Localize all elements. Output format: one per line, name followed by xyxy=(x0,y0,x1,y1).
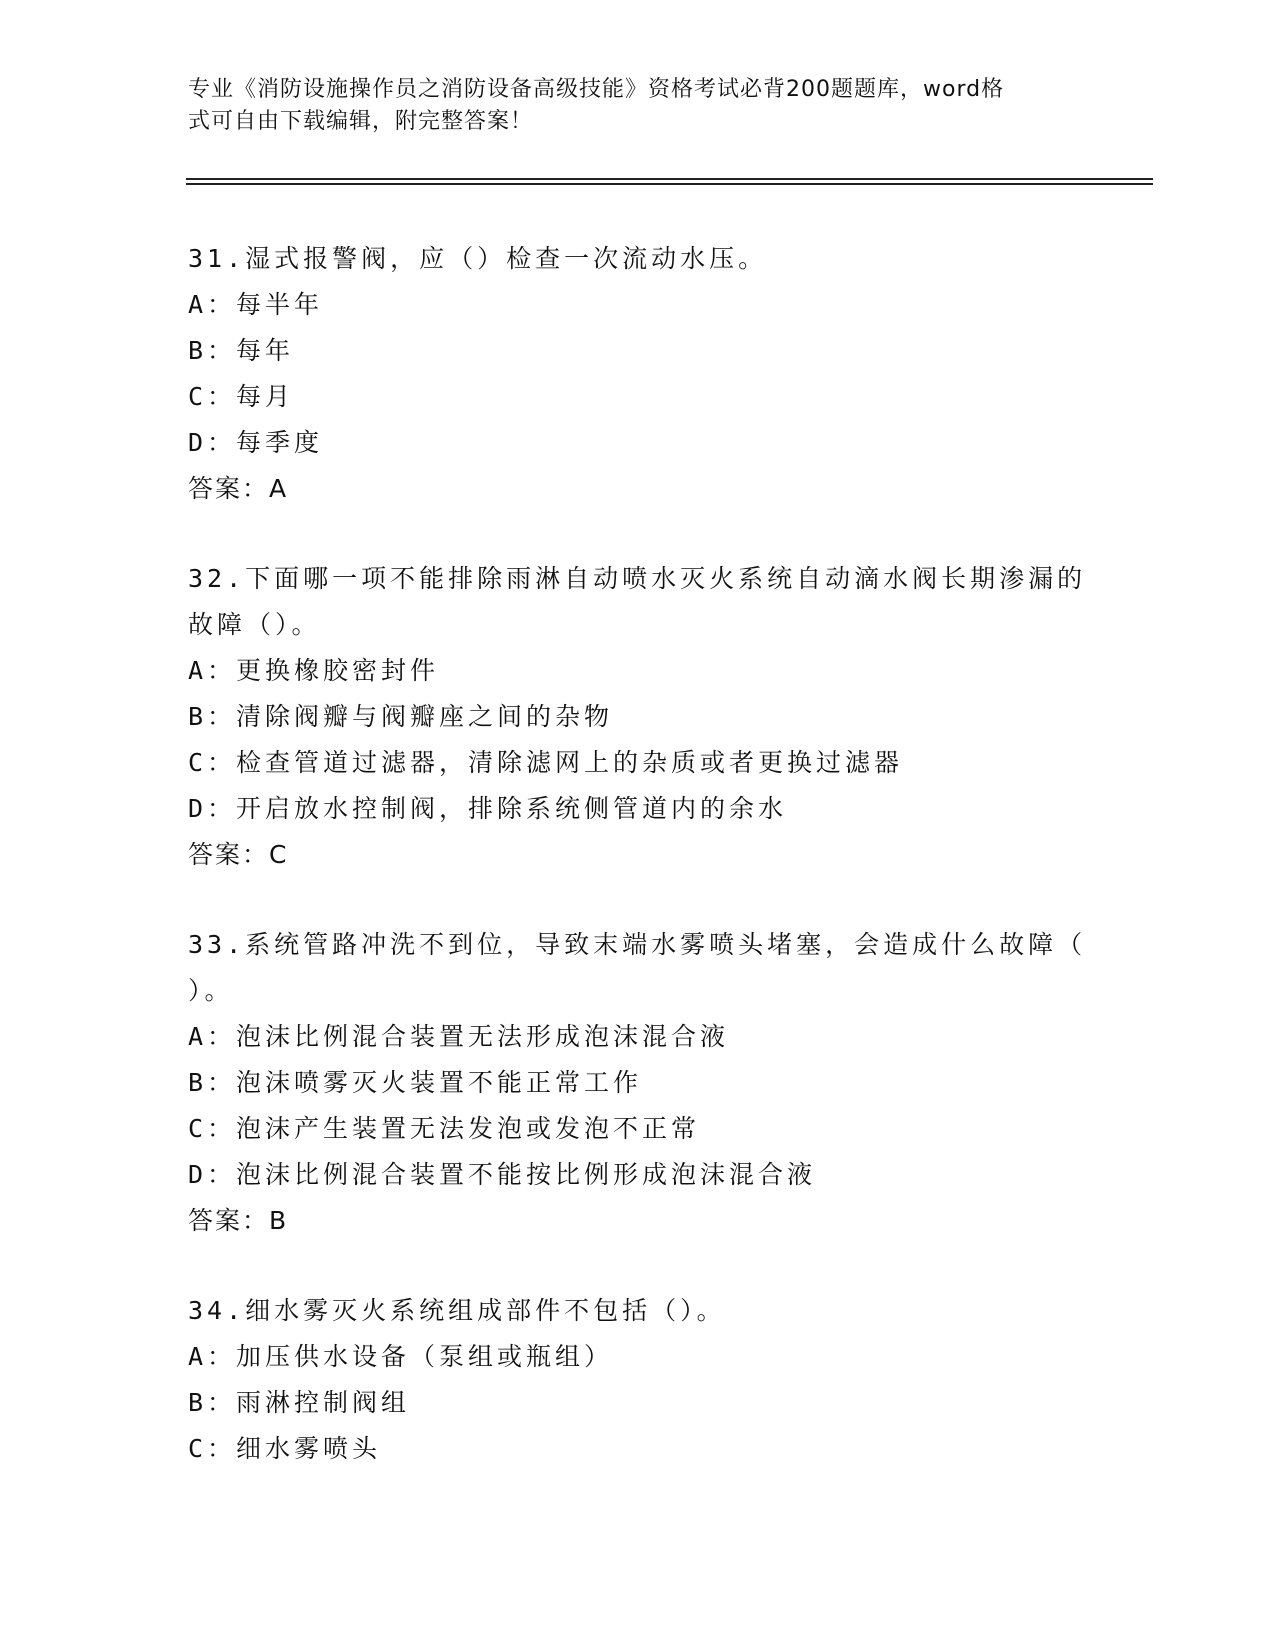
header-divider-top xyxy=(186,178,1153,180)
option-b: B：泡沫喷雾灭火装置不能正常工作 xyxy=(188,1068,643,1097)
header-divider-bottom xyxy=(186,183,1153,185)
question-list xyxy=(188,236,1088,1472)
option-d: D：开启放水控制阀，排除系统侧管道内的余水 xyxy=(188,794,788,823)
question-stem: 31.湿式报警阀，应（）检查一次流动水压。 xyxy=(188,244,768,273)
question-33 xyxy=(188,922,1088,1244)
document-header xyxy=(188,74,1088,138)
question-stem: 34.细水雾灭火系统组成部件不包括（）。 xyxy=(188,1296,726,1325)
option-c: C：检查管道过滤器，清除滤网上的杂质或者更换过滤器 xyxy=(188,748,904,777)
option-c: C：泡沫产生装置无法发泡或发泡不正常 xyxy=(188,1114,701,1143)
question-34 xyxy=(188,1288,1088,1472)
question-stem-line-2: ）。 xyxy=(188,976,234,1005)
option-a: A：加压供水设备（泵组或瓶组） xyxy=(188,1342,614,1371)
question-32 xyxy=(188,556,1088,878)
answer-line: 答案：C xyxy=(188,840,289,869)
header-line-1: 专业《消防设施操作员之消防设备高级技能》资格考试必背200题题库，word格 xyxy=(188,77,1005,102)
question-stem-line-1: 32.下面哪一项不能排除雨淋自动喷水灭火系统自动滴水阀长期渗漏的 xyxy=(188,564,1087,593)
option-b: B：每年 xyxy=(188,336,295,365)
header-line-2: 式可自由下载编辑，附完整答案！ xyxy=(188,109,534,134)
answer-line: 答案：A xyxy=(188,474,289,503)
option-a: A：泡沫比例混合装置无法形成泡沫混合液 xyxy=(188,1022,730,1051)
option-a: A：更换橡胶密封件 xyxy=(188,656,440,685)
option-a: A：每半年 xyxy=(188,290,324,319)
question-stem-line-2: 故障（）。 xyxy=(188,610,321,639)
option-d: D：泡沫比例混合装置不能按比例形成泡沫混合液 xyxy=(188,1160,817,1189)
option-c: C：每月 xyxy=(188,382,295,411)
option-c: C：细水雾喷头 xyxy=(188,1434,382,1463)
option-b: B：雨淋控制阀组 xyxy=(188,1388,411,1417)
question-31 xyxy=(188,236,1088,512)
option-d: D：每季度 xyxy=(188,428,324,457)
answer-line: 答案：B xyxy=(188,1206,289,1235)
option-b: B：清除阀瓣与阀瓣座之间的杂物 xyxy=(188,702,614,731)
question-stem-line-1: 33.系统管路冲洗不到位，导致末端水雾喷头堵塞，会造成什么故障（ xyxy=(188,930,1087,959)
